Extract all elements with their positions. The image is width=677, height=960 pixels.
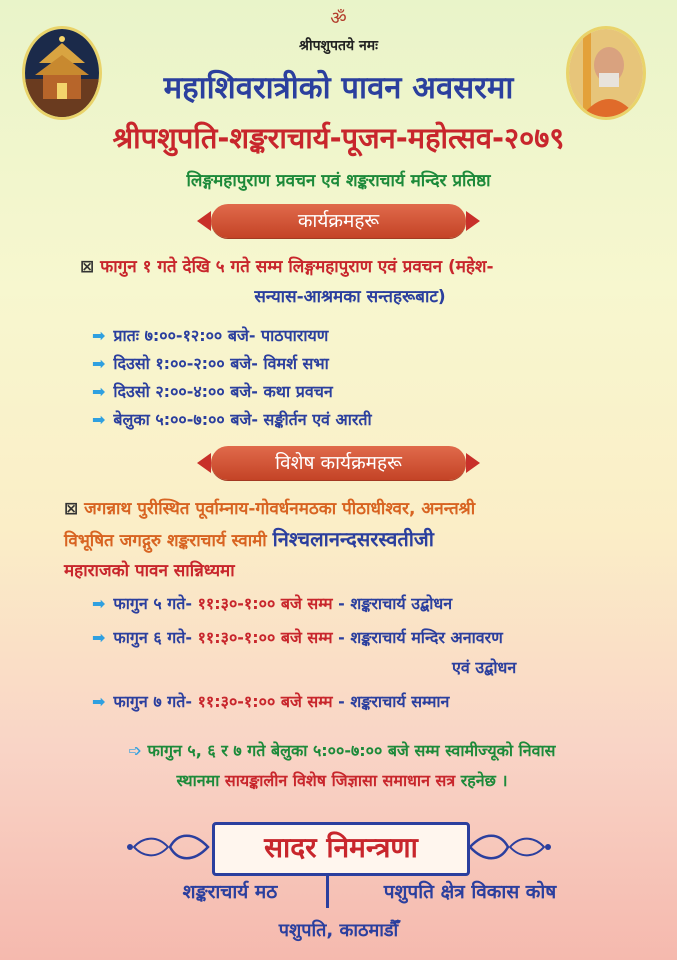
special-item: ➡ फागुन ५ गते- ११:३०-१:०० बजे सम्म - शङ्कराचार्य उद्बोधन [92,594,453,613]
bullet-square-icon: ⊠ [80,257,101,277]
bullet-square-icon: ⊠ [64,499,85,519]
special-intro-line1: जगन्नाथ पुरीस्थित पूर्वाम्नाय-गोवर्धनमठका पीठाधीश्वर, अनन्तश्री [84,499,476,519]
arrow-right-icon: ➡ [92,692,106,711]
program-item: ➡ दिउसो २:००-४:०० बजे- कथा प्रवचन [92,382,333,401]
arrow-right-icon: ➡ [92,354,106,373]
evening-line2c: रहनेछ । [460,771,508,790]
program-item: ➡ बेलुका ५:००-७:०० बजे- सङ्कीर्तन एवं आरती [92,410,372,429]
programs-intro-line1: फागुन १ गते देखि ५ गते सम्म लिङ्गमहापुराण एवं प्रवचन (महेश- [100,257,494,277]
programs-banner [211,204,466,238]
special-intro-line2a: विभूषित जगद्गुरु शङ्कराचार्य स्वामी [64,531,267,551]
subtitle: लिङ्गमहापुराण प्रवचन एवं शङ्कराचार्य मन्दिर प्रतिष्ठा [186,171,491,191]
special-heading: विशेष कार्यक्रमहरू [275,452,402,474]
salutation: श्रीपशुपतये नमः [299,38,378,54]
evening-line1: फागुन ५, ६ र ७ गते बेलुका ५:००-७:०० बजे सम्म स्वामीज्यूको निवास [147,741,556,760]
festival-name: श्रीपशुपति-शङ्कराचार्य-पूजन-महोत्सव-२०७९ [112,121,565,155]
arrow-right-icon: ➡ [92,594,106,613]
swami-name: निश्चलानन्दसरस्वतीजी [272,527,434,551]
arrow-right-icon: ➡ [92,410,106,429]
arrow-right-icon: ➡ [92,382,106,401]
special-item-continuation: एवं उद्बोधन [452,658,517,677]
location: पशुपति, काठमाडौँ [278,920,399,941]
org-pashupati-kosh: पशुपति क्षेत्र विकास कोष [383,881,557,903]
om-symbol: ॐ [330,8,347,29]
org-shankaracharya-math: शङ्कराचार्य मठ [182,881,278,903]
program-item: ➡ प्रातः ७:००-१२:०० बजे- पाठपारायण [92,326,329,345]
programs-heading: कार्यक्रमहरू [297,210,380,232]
footer-divider [326,874,329,908]
special-item: ➡ फागुन ७ गते- ११:३०-१:०० बजे सम्म - शङ्कराचार्य सम्मान [92,692,450,711]
special-item: ➡ फागुन ६ गते- ११:३०-१:०० बजे सम्म - शङ्कराचार्य मन्दिर अनावरण [92,628,503,647]
programs-intro [80,252,640,312]
arrow-outline-icon: ➩ [128,741,148,760]
programs-intro-line2: सन्यास-आश्रमका सन्तहरूबाट) [254,287,446,307]
program-item: ➡ दिउसो १:००-२:०० बजे- विमर्श सभा [92,354,329,373]
ornament-left [124,828,210,866]
ornament-right [468,828,554,866]
arrow-right-icon: ➡ [92,628,106,647]
invitation-title: सादर निमन्त्रणा [212,822,470,876]
arrow-right-icon: ➡ [92,326,106,345]
evening-note [62,736,622,796]
page-title: महाशिवरात्रीको पावन अवसरमा [163,70,514,106]
evening-line2b: सायङ्कालीन विशेष जिज्ञासा समाधान सत्र [224,771,456,790]
special-intro-line3: महाराजको पावन सान्निध्यमा [64,561,235,581]
evening-line2a: स्थानमा [176,771,220,790]
special-banner [211,446,466,480]
special-intro [64,494,654,586]
